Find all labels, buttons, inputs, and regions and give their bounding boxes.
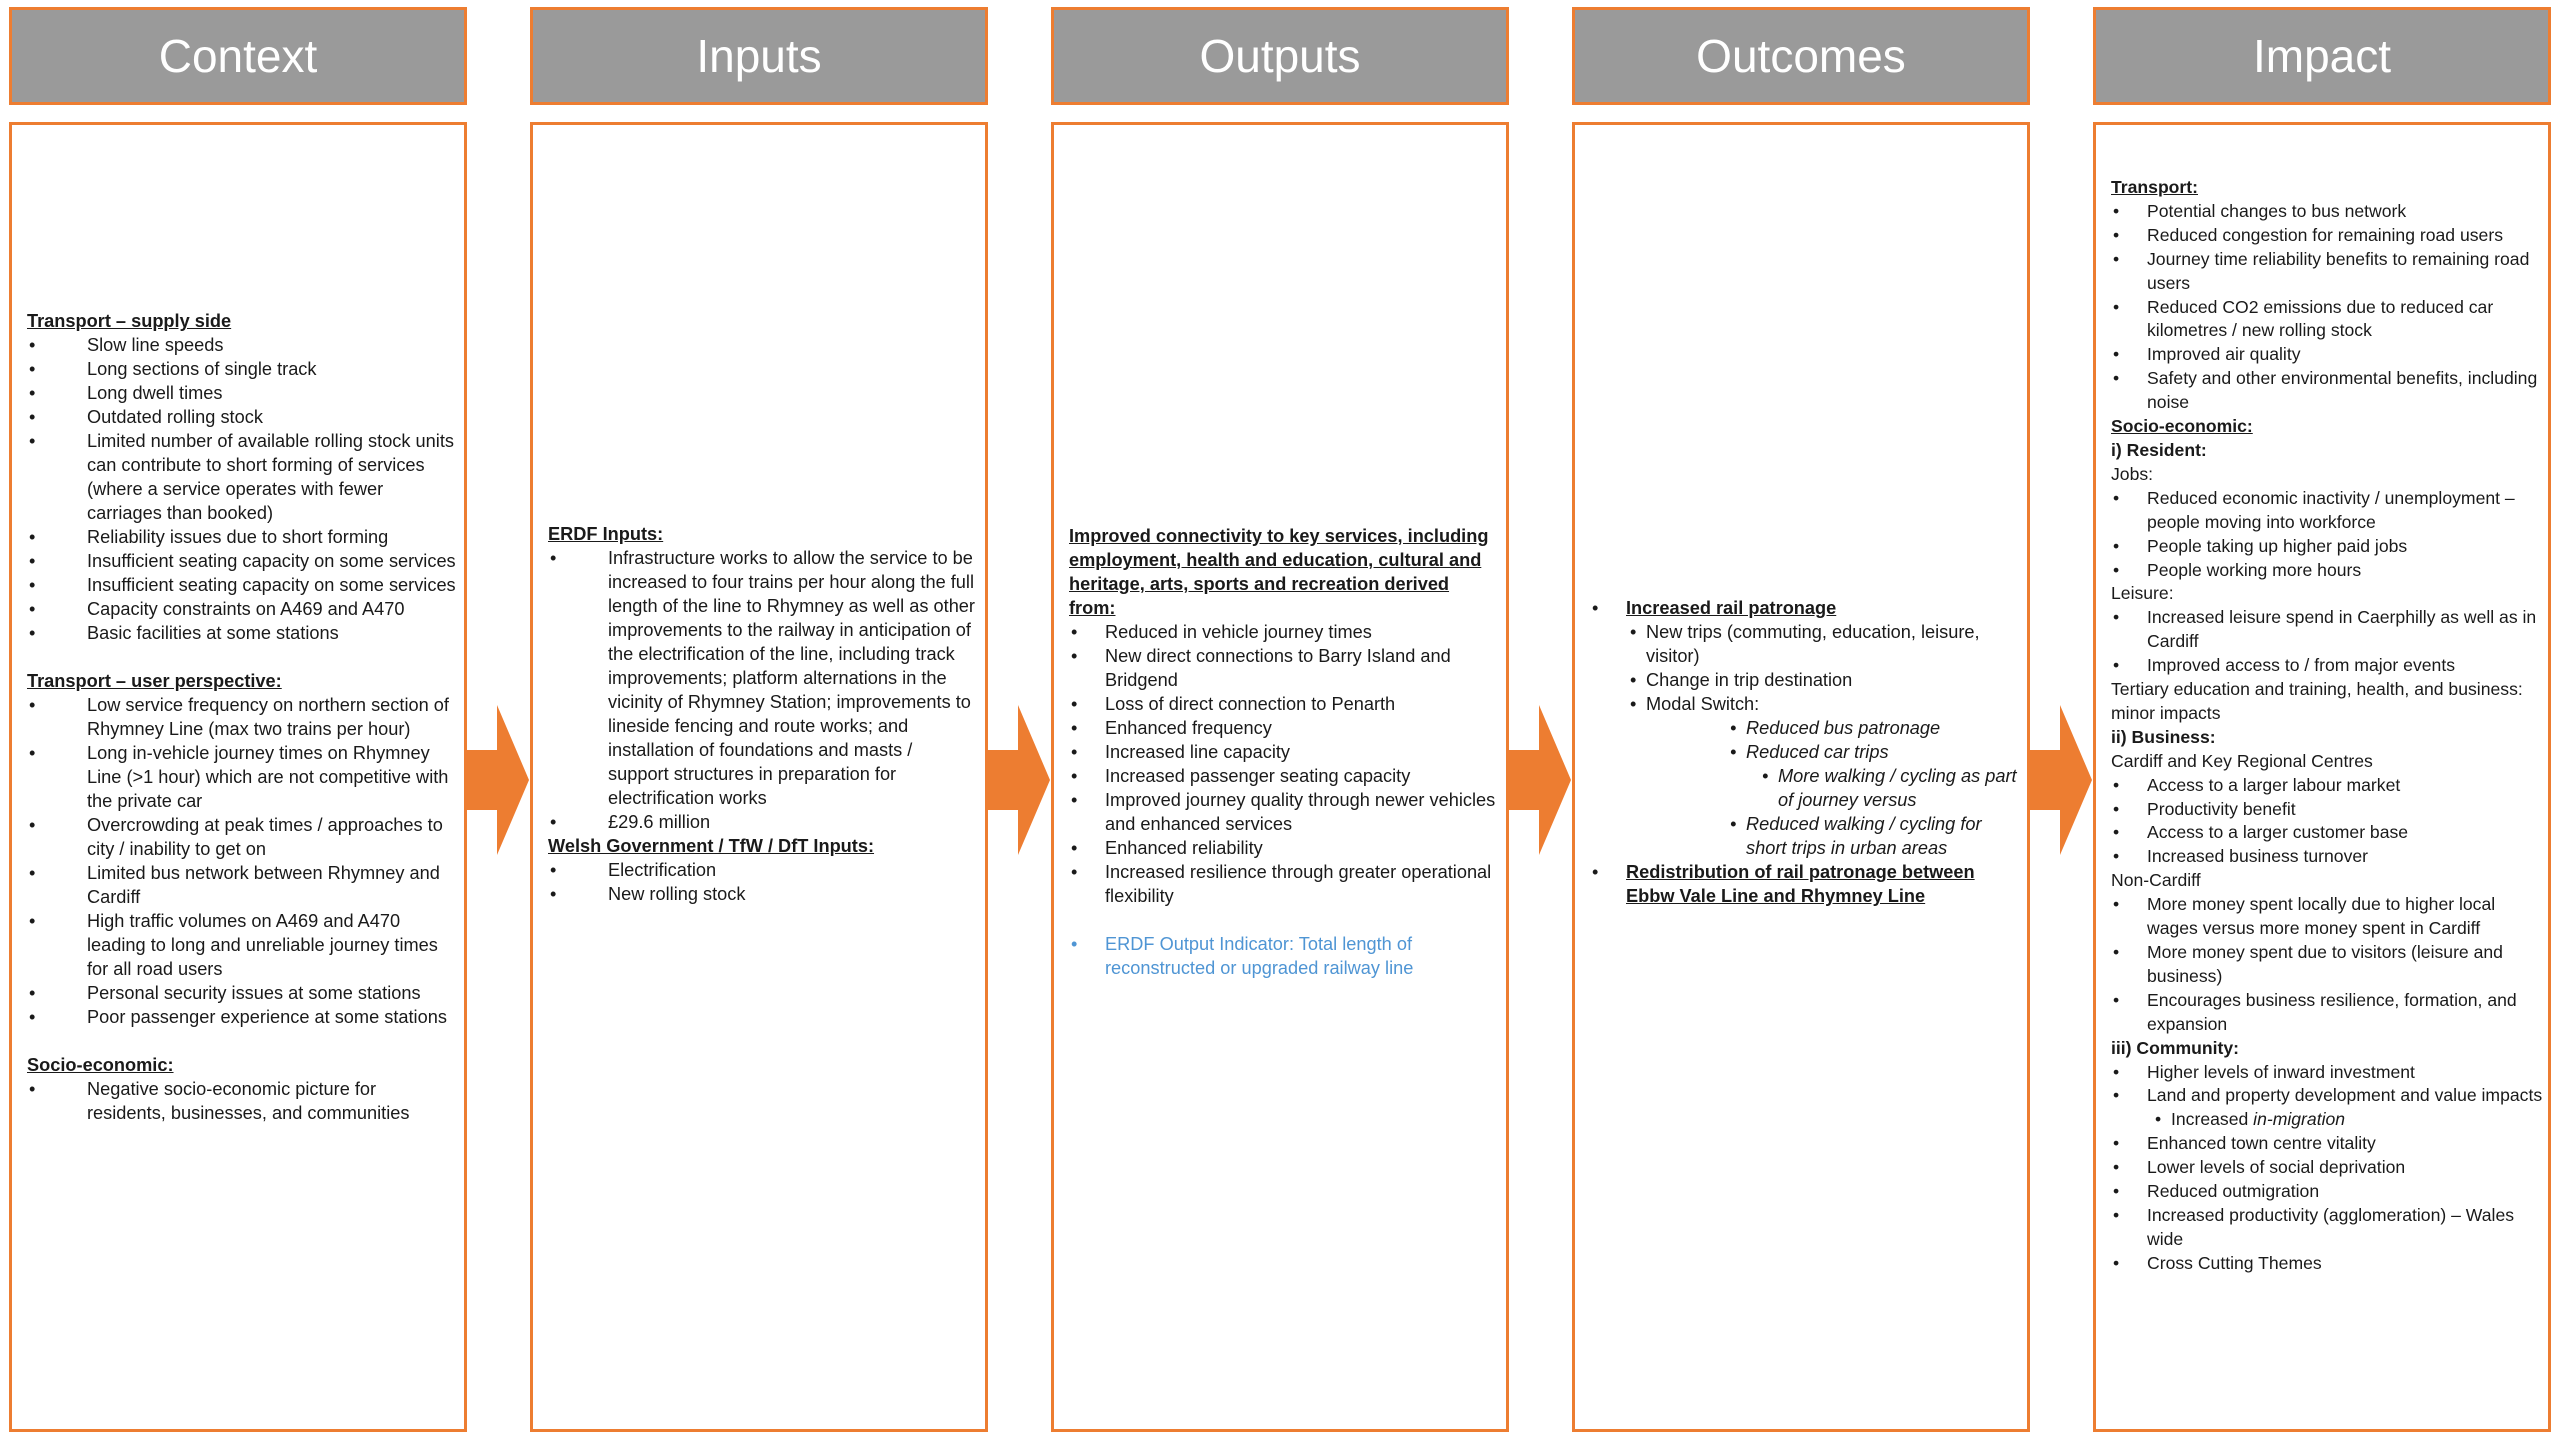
inputs-erdf-list (548, 546, 978, 834)
modal-car-label: Reduced car trips (1746, 742, 1889, 762)
list-item: • Access to a larger customer base (2111, 821, 2546, 845)
list-item: • High traffic volumes on A469 and A470 leading to long and unreliable journey times for all road users (27, 909, 457, 981)
impact-business-title: ii) Business: (2111, 726, 2216, 747)
impact-transport-list (2111, 200, 2546, 415)
list-item: • Increased line capacity (1069, 740, 1499, 764)
inputs-wg-title: Welsh Government / TfW / DfT Inputs: (548, 836, 875, 856)
context-supply-title: Transport – supply side (27, 311, 232, 331)
list-item: • Overcrowding at peak times / approaches to city / inability to get on (27, 813, 457, 861)
modal-car-sublist (1746, 764, 2020, 812)
list-item: • Increased leisure spend in Caerphilly as well as in Cardiff (2111, 606, 2546, 654)
list-item: • Limited number of available rolling stock units can contribute to short forming of services (where a service operates with fewer carriages than booked) (27, 429, 457, 525)
outcome-patronage (1590, 596, 2020, 860)
list-item: • Electrification (548, 858, 978, 882)
impact-cardiff-label: Cardiff and Key Regional Centres (2111, 750, 2373, 771)
list-item: • Change in trip destination (1626, 668, 2020, 692)
list-item: • Encourages business resilience, formation, and expansion (2111, 989, 2546, 1037)
impact-noncardiff-list (2111, 893, 2546, 1036)
list-item: • Insufficient seating capacity on some services (27, 573, 457, 597)
list-item: • Increased resilience through greater operational flexibility (1069, 860, 1499, 908)
list-item: • Limited bus network between Rhymney and Cardiff (27, 861, 457, 909)
list-item: • Cross Cutting Themes (2111, 1252, 2546, 1276)
list-item: • More money spent due to visitors (leisure and business) (2111, 941, 2546, 989)
list-item: • Reduced walking / cycling for short trips in urban areas (1726, 812, 2020, 860)
list-item: • Journey time reliability benefits to remaining road users (2111, 248, 2546, 296)
impact-tertiary-text: Tertiary education and training, health, and business: minor impacts (2111, 679, 2523, 723)
header-impact: Impact (2093, 7, 2551, 105)
outputs-content (1069, 524, 1499, 980)
list-item: • Poor passenger experience at some stations (27, 1005, 457, 1029)
list-item: • Personal security issues at some stations (27, 981, 457, 1005)
impact-community-title: iii) Community: (2111, 1037, 2240, 1058)
list-item: • Negative socio-economic picture for residents, businesses, and communities (27, 1077, 457, 1125)
list-item: • Access to a larger labour market (2111, 774, 2546, 798)
context-content (27, 309, 457, 1125)
list-item: • Slow line speeds (27, 333, 457, 357)
inmigration-prefix: Increased (2171, 1109, 2254, 1130)
list-item: • Outdated rolling stock (27, 405, 457, 429)
impact-socio-title: Socio-economic: (2111, 416, 2253, 437)
list-item: • Enhanced town centre vitality (2111, 1132, 2546, 1156)
header-outcomes: Outcomes (1572, 7, 2030, 105)
list-item: • Lower levels of social deprivation (2111, 1156, 2546, 1180)
list-item: • New direct connections to Barry Island and Bridgend (1069, 644, 1499, 692)
outcome-redistribution (1590, 860, 2020, 908)
list-item: • Infrastructure works to allow the service to be increased to four trains per hour along the full length of the line to Rhymney as well as other improvements to the railway in anticipation of the electrification of the line, including track improvements; platform alternations in the vicinity of Rhymney Station; improvements to lineside fencing and route works; and installation of foundations and masts / support structures in preparation for electrification works (548, 546, 978, 810)
impact-jobs-list (2111, 487, 2546, 583)
impact-cardiff-list (2111, 774, 2546, 870)
inputs-erdf-title: ERDF Inputs: (548, 524, 664, 544)
list-item: • More walking / cycling as part of journey versus (1758, 764, 2020, 812)
outcomes-redistribution-title: Redistribution of rail patronage between Ebbw Vale Line and Rhymney Line (1626, 862, 1975, 906)
list-item: • Basic facilities at some stations (27, 621, 457, 645)
modal-switch-sublist (1646, 716, 2020, 860)
list-item: • Productivity benefit (2111, 798, 2546, 822)
context-socio-list (27, 1077, 457, 1125)
list-item: • Increased business turnover (2111, 845, 2546, 869)
list-item: • Improved journey quality through newer vehicles and enhanced services (1069, 788, 1499, 836)
context-user-title: Transport – user perspective: (27, 671, 282, 691)
impact-content (2111, 176, 2546, 1276)
list-item: • Long in-vehicle journey times on Rhymney Line (>1 hour) which are not competitive with the private car (27, 741, 457, 813)
arrow-right-icon (467, 705, 529, 855)
land-property-sublist (2147, 1108, 2546, 1132)
arrow-right-icon (988, 705, 1050, 855)
list-item: • Reduced outmigration (2111, 1180, 2546, 1204)
impact-leisure-label: Leisure: (2111, 583, 2174, 604)
list-item: • People taking up higher paid jobs (2111, 535, 2546, 559)
inputs-wg-list (548, 858, 978, 906)
list-item: • Higher levels of inward investment (2111, 1061, 2546, 1085)
list-item (1726, 740, 2020, 812)
inmigration-word: in-migration (2253, 1109, 2346, 1130)
list-item: • £29.6 million (548, 810, 978, 834)
arrow-right-icon (2030, 705, 2092, 855)
context-supply-list (27, 333, 457, 645)
outputs-indicator-list (1069, 932, 1499, 980)
impact-leisure-list (2111, 606, 2546, 678)
header-outputs: Outputs (1051, 7, 1509, 105)
outcomes-content (1590, 596, 2020, 908)
impact-jobs-label: Jobs: (2111, 463, 2154, 484)
inputs-content (548, 522, 978, 906)
list-item: • Low service frequency on northern section of Rhymney Line (max two trains per hour) (27, 693, 457, 741)
list-item: • Long dwell times (27, 381, 457, 405)
outputs-title: Improved connectivity to key services, including employment, health and education, cultural and heritage, arts, sports and recreation derived from: (1069, 526, 1489, 618)
outcomes-list (1590, 596, 2020, 908)
list-item: • Increased productivity (agglomeration) – Wales wide (2111, 1204, 2546, 1252)
list-item: • Capacity constraints on A469 and A470 (27, 597, 457, 621)
list-item: • New rolling stock (548, 882, 978, 906)
list-item: • Reduced CO2 emissions due to reduced car kilometres / new rolling stock (2111, 296, 2546, 344)
output-indicator: • ERDF Output Indicator: Total length of reconstructed or upgraded railway line (1069, 932, 1499, 980)
list-item: • Reliability issues due to short forming (27, 525, 457, 549)
context-socio-title: Socio-economic: (27, 1055, 174, 1075)
list-item: • Enhanced reliability (1069, 836, 1499, 860)
impact-noncardiff-label: Non-Cardiff (2111, 870, 2201, 891)
list-item: • Safety and other environmental benefits, including noise (2111, 367, 2546, 415)
list-item (2151, 1108, 2546, 1132)
list-item: • Reduced congestion for remaining road users (2111, 224, 2546, 248)
impact-resident-title: i) Resident: (2111, 439, 2207, 460)
modal-switch-label: Modal Switch: (1646, 694, 1760, 714)
list-item: • Increased passenger seating capacity (1069, 764, 1499, 788)
impact-transport-title: Transport: (2111, 177, 2198, 197)
impact-community-list (2111, 1061, 2546, 1276)
header-inputs: Inputs (530, 7, 988, 105)
list-item (1626, 692, 2020, 860)
list-item: • Improved access to / from major events (2111, 654, 2546, 678)
list-item: • Loss of direct connection to Penarth (1069, 692, 1499, 716)
outputs-list (1069, 620, 1499, 908)
list-item: • Reduced in vehicle journey times (1069, 620, 1499, 644)
outcomes-patronage-title: Increased rail patronage (1626, 598, 1837, 618)
list-item: • Potential changes to bus network (2111, 200, 2546, 224)
list-item: • More money spent locally due to higher local wages versus more money spent in Cardiff (2111, 893, 2546, 941)
header-context: Context (9, 7, 467, 105)
list-item: • Insufficient seating capacity on some services (27, 549, 457, 573)
land-property-label: Land and property development and value impacts (2147, 1085, 2543, 1106)
outcomes-patronage-sublist (1626, 620, 2020, 860)
list-item: • Improved air quality (2111, 343, 2546, 367)
list-item: • Reduced economic inactivity / unemployment – people moving into workforce (2111, 487, 2546, 535)
list-item (2111, 1084, 2546, 1132)
list-item: • Enhanced frequency (1069, 716, 1499, 740)
context-user-list (27, 693, 457, 1029)
list-item: • Reduced bus patronage (1726, 716, 2020, 740)
list-item: • People working more hours (2111, 559, 2546, 583)
list-item: • Long sections of single track (27, 357, 457, 381)
arrow-right-icon (1509, 705, 1571, 855)
list-item: • New trips (commuting, education, leisure, visitor) (1626, 620, 2020, 668)
